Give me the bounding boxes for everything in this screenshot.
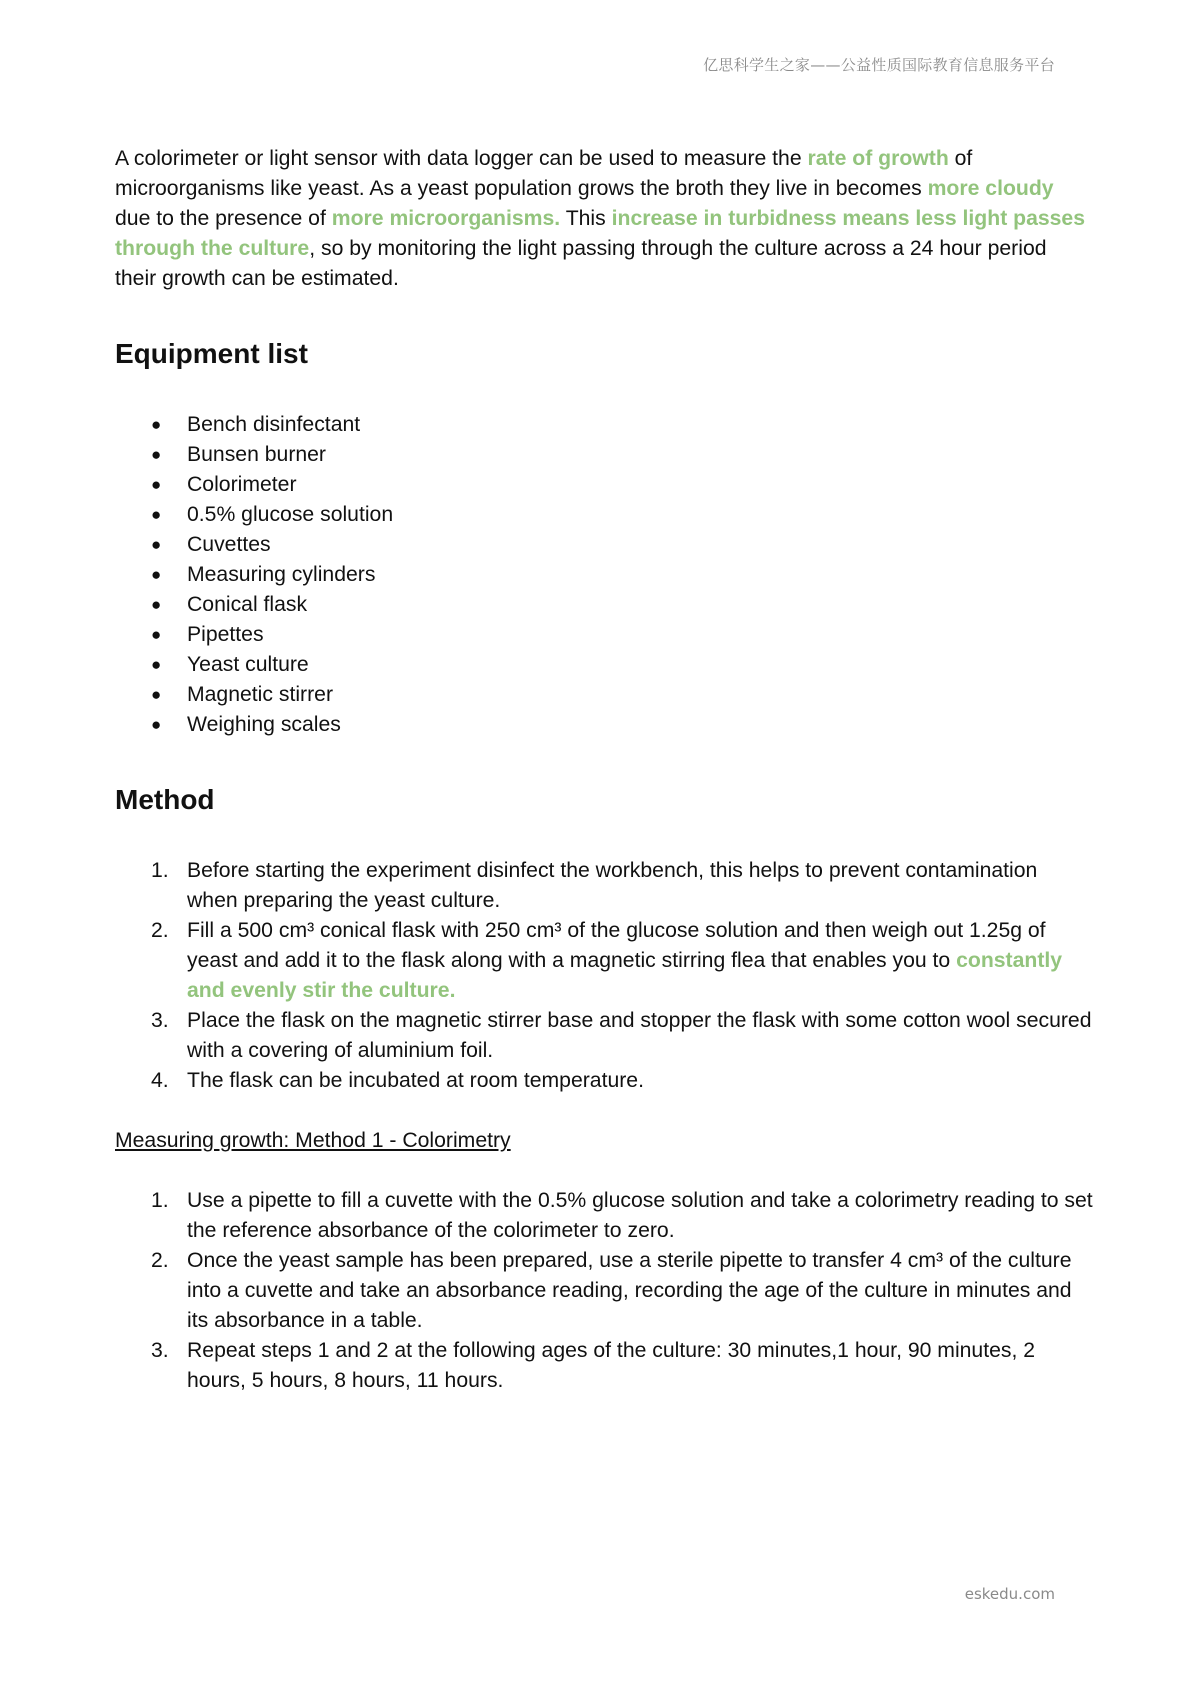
colorimetry-subheading: Measuring growth: Method 1 - Colorimetry xyxy=(115,1129,511,1152)
page-header: 亿思科学生之家——公益性质国际教育信息服务平台 xyxy=(703,56,1055,74)
equipment-item-label: Weighing scales xyxy=(187,713,341,736)
list-item xyxy=(115,440,1093,470)
method-step xyxy=(115,856,1093,916)
step-text: Place the flask on the magnetic stirrer base and stopper the flask with some cotton wool secured with a covering of aluminium foil. xyxy=(187,1009,1092,1062)
step-number: 2. xyxy=(151,919,169,942)
bullet-icon: ● xyxy=(151,445,162,464)
method-step xyxy=(115,916,1093,1006)
equipment-heading: Equipment list xyxy=(115,338,308,369)
list-item xyxy=(115,650,1093,680)
step-text: Use a pipette to fill a cuvette with the 0.5% glucose solution and take a colorimetry reading to set the reference absorbance of the colorimeter to zero. xyxy=(187,1189,1093,1242)
intro-text: due to the presence of xyxy=(115,207,332,230)
colorimetry-step xyxy=(115,1186,1093,1246)
bullet-icon: ● xyxy=(151,535,162,554)
list-item xyxy=(115,560,1093,590)
list-item xyxy=(115,470,1093,500)
equipment-item-label: Bench disinfectant xyxy=(187,413,361,436)
equipment-item-label: Conical flask xyxy=(187,593,308,616)
list-item xyxy=(115,710,1093,740)
document-body xyxy=(115,144,1093,1396)
equipment-item-label: Cuvettes xyxy=(187,533,271,556)
page-footer: eskedu.com xyxy=(964,1585,1055,1603)
step-text: The flask can be incubated at room temperature. xyxy=(187,1069,644,1092)
step-text: Before starting the experiment disinfect the workbench, this helps to prevent contamination when preparing the yeast culture. xyxy=(187,859,1038,912)
equipment-list xyxy=(115,410,1093,740)
bullet-icon: ● xyxy=(151,475,162,494)
bullet-icon: ● xyxy=(151,685,162,704)
step-text: Fill a 500 cm³ conical flask with 250 cm³ of the glucose solution and then weigh out 1.25g of yeast and add it to the flask along with a magnetic stirring flea that enables you to xyxy=(187,919,1046,972)
equipment-item-label: Measuring cylinders xyxy=(187,563,376,586)
intro-text: , so by monitoring the light passing through the culture across a 24 hour period their growth can be estimated. xyxy=(115,237,1047,290)
intro-highlight: more cloudy xyxy=(927,177,1054,200)
step-number: 2. xyxy=(151,1249,169,1272)
step-number: 1. xyxy=(151,1189,169,1212)
list-item xyxy=(115,680,1093,710)
step-number: 1. xyxy=(151,859,169,882)
intro-text: A colorimeter or light sensor with data logger can be used to measure the xyxy=(115,147,808,170)
step-number: 4. xyxy=(151,1069,169,1092)
bullet-icon: ● xyxy=(151,625,162,644)
step-text: Once the yeast sample has been prepared, use a sterile pipette to transfer 4 cm³ of the culture into a cuvette and take an absorbance reading, recording the age of the culture in minutes and its absorbance in a table. xyxy=(187,1249,1072,1332)
step-highlight: constantly and evenly stir the culture. xyxy=(187,949,1063,1002)
method-steps xyxy=(115,856,1093,1096)
intro-highlight: more microorganisms. xyxy=(331,207,561,230)
colorimetry-step xyxy=(115,1246,1093,1336)
method-heading: Method xyxy=(115,784,215,815)
colorimetry-step xyxy=(115,1336,1093,1396)
list-item xyxy=(115,530,1093,560)
intro-paragraph xyxy=(115,144,1093,294)
equipment-item-label: Bunsen burner xyxy=(187,443,326,466)
step-number: 3. xyxy=(151,1009,169,1032)
list-item xyxy=(115,410,1093,440)
list-item xyxy=(115,500,1093,530)
bullet-icon: ● xyxy=(151,595,162,614)
equipment-item-label: Colorimeter xyxy=(187,473,297,496)
intro-text: of microorganisms like yeast. As a yeast population grows the broth they live in becomes xyxy=(115,147,973,200)
bullet-icon: ● xyxy=(151,415,162,434)
bullet-icon: ● xyxy=(151,715,162,734)
intro-highlight: increase in turbidness means less light passes through the culture xyxy=(115,207,1085,260)
intro-text: This xyxy=(560,207,612,230)
list-item xyxy=(115,620,1093,650)
colorimetry-steps xyxy=(115,1186,1093,1396)
step-number: 3. xyxy=(151,1339,169,1362)
intro-highlight: rate of growth xyxy=(807,147,949,170)
list-item xyxy=(115,590,1093,620)
equipment-item-label: Pipettes xyxy=(187,623,264,646)
method-step xyxy=(115,1006,1093,1066)
equipment-item-label: Magnetic stirrer xyxy=(187,683,333,706)
bullet-icon: ● xyxy=(151,565,162,584)
equipment-item-label: 0.5% glucose solution xyxy=(187,503,394,526)
bullet-icon: ● xyxy=(151,655,162,674)
step-text: Repeat steps 1 and 2 at the following ages of the culture: 30 minutes,1 hour, 90 minutes, 2 hours, 5 hours, 8 hours, 11 hours. xyxy=(187,1339,1036,1392)
equipment-item-label: Yeast culture xyxy=(187,653,309,676)
method-step xyxy=(115,1066,1093,1096)
bullet-icon: ● xyxy=(151,505,162,524)
